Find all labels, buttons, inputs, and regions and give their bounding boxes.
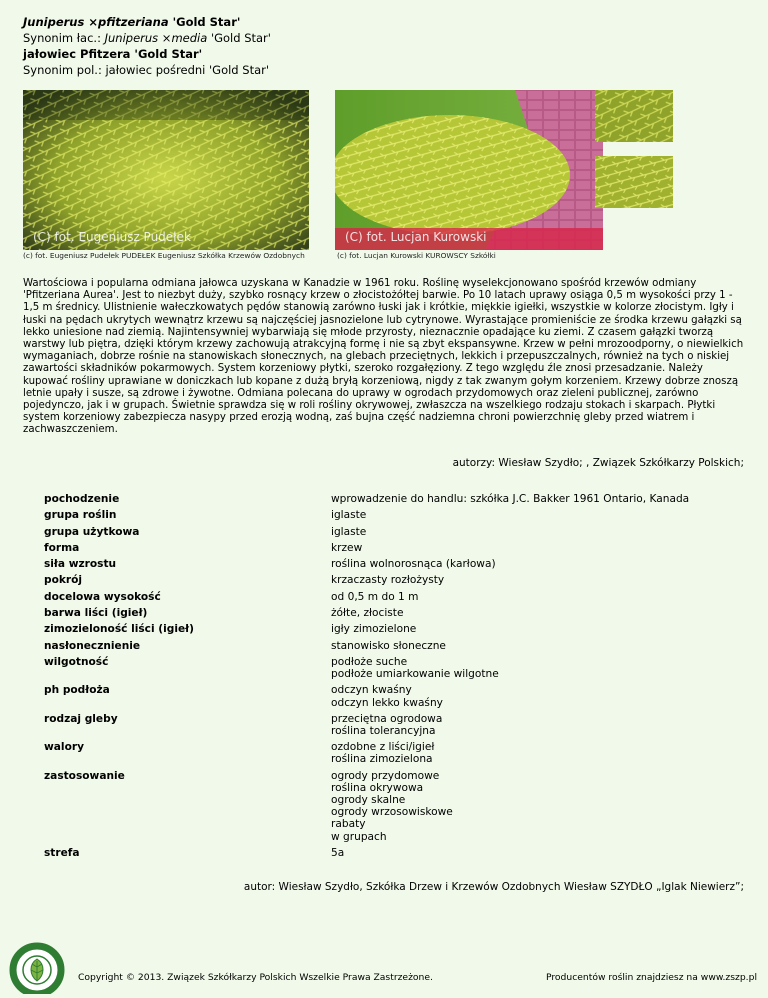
property-label: grupa roślin: [44, 509, 117, 522]
property-value: w grupach: [331, 830, 387, 843]
page-header: [23, 14, 271, 78]
property-label: grupa użytkowa: [44, 525, 140, 538]
property-values: [331, 621, 744, 637]
property-value: rabaty: [331, 818, 366, 831]
properties-table: [44, 491, 744, 861]
property-values: [331, 491, 744, 507]
property-label: nasłonecznienie: [44, 639, 141, 652]
property-value: podłoże suche: [331, 655, 408, 668]
property-row: [44, 540, 744, 556]
polish-name: jałowiec Pfitzera 'Gold Star': [23, 47, 203, 61]
property-value: ozdobne z liści/igieł: [331, 741, 435, 754]
property-row: [44, 711, 744, 739]
property-label: walory: [44, 741, 84, 754]
property-label: zastosowanie: [44, 769, 125, 782]
thumbnail-image: [595, 156, 673, 208]
property-row: [44, 589, 744, 605]
property-values: [331, 589, 744, 605]
photo-1[interactable]: [23, 90, 309, 250]
property-value: ogrody przydomowe: [331, 769, 440, 782]
property-values: [331, 507, 744, 523]
property-row: [44, 491, 744, 507]
property-value: od 0,5 m do 1 m: [331, 590, 419, 603]
property-row: [44, 739, 744, 767]
property-label: strefa: [44, 846, 80, 859]
photo-thumb-1[interactable]: [595, 90, 673, 142]
property-row: [44, 507, 744, 523]
photo-1-watermark: (C) fot. Eugeniusz Pudełek: [33, 230, 191, 244]
property-value: żółte, złociste: [331, 607, 404, 620]
property-values: [331, 540, 744, 556]
property-row: [44, 572, 744, 588]
latin-name: [23, 14, 271, 30]
latin-synonym: Synonim łac.: Juniperus ×media 'Gold Star': [23, 31, 271, 45]
property-row: [44, 621, 744, 637]
producers-link[interactable]: Producentów roślin znajdziesz na www.zszp.pl: [545, 972, 757, 983]
property-values: [331, 654, 744, 682]
latin-hybrid: ×pfitzeriana: [88, 15, 169, 29]
photo-2[interactable]: [335, 90, 603, 250]
property-value: roślina okrywowa: [331, 781, 424, 794]
property-value: roślina tolerancyjna: [331, 724, 436, 737]
property-value: odczyn lekko kwaśny: [331, 696, 443, 709]
property-row: [44, 638, 744, 654]
property-value: roślina wolnorosnąca (karłowa): [331, 558, 496, 571]
property-row: [44, 682, 744, 710]
property-value: iglaste: [331, 525, 367, 538]
property-values: [331, 768, 744, 845]
copyright: Copyright © 2013. Związek Szkółkarzy Polskich Wszelkie Prawa Zastrzeżone.: [78, 972, 433, 983]
property-label: ph podłoża: [44, 684, 110, 697]
footer-author: autor: Wiesław Szydło, Szkółka Drzew i Krzewów Ozdobnych Wiesław SZYDŁO „Iglak Niewierz”;: [243, 881, 744, 893]
property-value: podłoże umiarkowanie wilgotne: [331, 668, 499, 681]
property-row: [44, 524, 744, 540]
property-label: siła wzrostu: [44, 558, 117, 571]
property-label: zimozieloność liści (igieł): [44, 623, 194, 636]
property-label: pokrój: [44, 574, 83, 587]
property-value: stanowisko słoneczne: [331, 639, 446, 652]
property-label: barwa liści (igieł): [44, 607, 148, 620]
property-values: [331, 572, 744, 588]
property-row: [44, 845, 744, 861]
property-value: ogrody skalne: [331, 794, 406, 806]
property-label: docelowa wysokość: [44, 590, 161, 603]
property-value: krzaczasty rozłożysty: [331, 574, 445, 587]
zszp-logo: [5, 940, 69, 998]
property-value: roślina zimozielona: [331, 753, 433, 766]
juniper-garden-image: [335, 90, 603, 250]
property-value: przeciętna ogrodowa: [331, 712, 443, 725]
property-label: forma: [44, 541, 80, 554]
property-values: [331, 739, 744, 767]
authors-line: autorzy: Wiesław Szydło; , Związek Szkółkarzy Polskich;: [452, 457, 744, 469]
property-row: [44, 605, 744, 621]
juniper-photo-image: [23, 90, 309, 250]
property-value: igły zimozielone: [331, 623, 417, 636]
latin-cultivar: 'Gold Star': [172, 15, 241, 29]
description-text: Wartościowa i popularna odmiana jałowca uzyskana w Kanadzie w 1961 roku. Roślinę wyselekcjonowano spośród krzewów odmiany 'Pfitzeriana Aurea'. Jest to niezbyt duży, szybko rosnący krzew o złocistożółtej barwie. Po 10 latach uprawy osiąga 0,5 m wysokości przy 1 - 1,5 m średnicy. Ulistnienie wałeczkowatych pędów stanowią zarówno łuski jak i krótkie, miękkie igiełki, wszystkie w kolorze złocistym. Igły i łuski na pędach ukrytych wewnątrz krzewu są najczęściej jasnozielone lub cytrynowe. Wyrastające promieniście ze środka krzewu gałązki są lekko uniesione nad ziemią. Najintensywniej wybarwiają się młode przyrosty, nieznacznie opadające ku ziemi. Z czasem gałązki tworzą warstwy lub piętra, dzięki którym krzewy zachowują atrakcyjną formę i nie są zbyt ekspansywne. Krzew w pełni mrozoodporny, o niewielkich wymaganiach, dobrze rośnie na stanowiskach słonecznych, na glebach przeciętnych, lekkich i przepuszczalnych, również na tych o niskiej zawartości składników pokarmowych. System korzeniowy płytki, szeroko rozgałęziony. Z tego względu źle znosi przesadzanie. Należy kupować rośliny uprawiane w doniczkach lub kopane z dużą bryłą korzeniową, nigdy z tak zwanym gołym korzeniem. Krzewy dobrze znoszą letnie upały i susze, są zdrowe i żywotne. Odmiana polecana do uprawy w ogrodach przydomowych oraz zieleni publicznej, zarówno pojedynczo, jak i w grupach. Świetnie sprawdza się w roli rośliny okrywowej, zwłaszcza na wszelkiego rodzaju stokach i skarpach. Płytki system korzeniowy zabezpiecza nasypy przed erozją wodną, zaś bujna część nadziemna chroni powierzchnię gleby przed wiatrem i zachwaszczeniem.: [23, 278, 744, 436]
property-row: [44, 556, 744, 572]
property-values: [331, 524, 744, 540]
property-value: iglaste: [331, 509, 367, 522]
property-values: [331, 682, 744, 710]
property-values: [331, 638, 744, 654]
polish-synonym: Synonim pol.: jałowiec pośredni 'Gold Star': [23, 63, 270, 77]
property-row: [44, 654, 744, 682]
latin-genus: Juniperus: [23, 15, 85, 29]
property-value: ogrody wrzosowiskowe: [331, 806, 453, 819]
property-row: [44, 768, 744, 845]
thumbnail-image: [595, 90, 673, 142]
property-value: 5a: [331, 846, 345, 859]
photo-2-caption: (c) fot. Lucjan Kurowski KUROWSCY Szkółki: [337, 251, 496, 260]
property-value: wprowadzenie do handlu: szkółka J.C. Bakker 1961 Ontario, Kanada: [331, 493, 690, 505]
property-label: rodzaj gleby: [44, 712, 118, 725]
property-values: [331, 845, 744, 861]
property-values: [331, 711, 744, 739]
property-label: pochodzenie: [44, 493, 120, 505]
property-value: krzew: [331, 541, 363, 554]
property-values: [331, 556, 744, 572]
property-label: wilgotność: [44, 655, 109, 668]
photo-2-watermark: (C) fot. Lucjan Kurowski: [345, 230, 487, 244]
property-value: odczyn kwaśny: [331, 684, 412, 697]
photo-1-caption: (c) fot. Eugeniusz Pudełek PUDEŁEK Eugeniusz Szkółka Krzewów Ozdobnych: [23, 251, 305, 260]
property-values: [331, 605, 744, 621]
photo-thumb-2[interactable]: [595, 156, 673, 208]
